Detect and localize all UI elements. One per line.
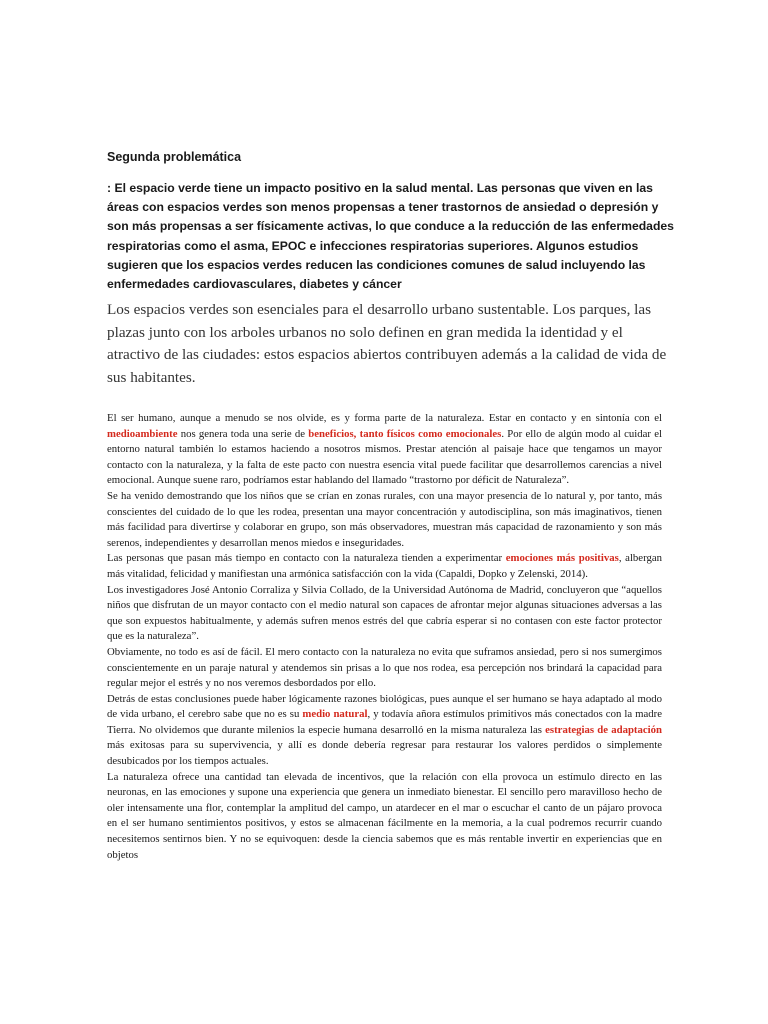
paragraph-text: Detrás de estas conclusiones puede haber lógicamente razones biológicas, pues aunque el ser humano se haya adaptado al modo de vida urbano, el cerebro sabe que no es su <box>107 692 662 721</box>
section-heading: Segunda problemática <box>107 150 242 164</box>
paragraph-nature <box>107 411 662 489</box>
paragraph-text: nos genera toda una serie de <box>177 427 309 440</box>
paragraph-incentives: La naturaleza ofrece una cantidad tan elevada de incentivos, que la relación con ella provoca un estímulo directo en las neuronas, en las emociones y supone una experiencia que genera un inmediato bienestar. El sencillo pero maravilloso hecho de oler intensamente una flor, contemplar la amplitud del campo, un atardecer en el mar o escuchar el canto de un pájaro provoca en el ser humano sentimientos positivos, y estos se almacenan fácilmente en la memoria, a la cual podremos recurrir cuando necesitemos sentirnos bien. Y no se equivoquen: desde la ciencia sabemos que es más rentable invertir en experiencias que en objetos <box>107 770 662 861</box>
highlight-medioambiente: medioambiente <box>107 427 178 440</box>
article-body <box>107 411 662 863</box>
paragraph-text: El ser humano, aunque a menudo se nos olvide, es y forma parte de la naturaleza. Estar en contacto y en sintonía con el <box>107 412 662 424</box>
paragraph-children: Se ha venido demostrando que los niños que se crían en zonas rurales, con una mayor presencia de lo natural y, por tanto, más conscientes del cuidado de lo que les rodea, presentan una mayor concentración y autodisciplina, son más imaginativos, tienen más facilidad para divertirse y colaborar en grupo, son más observadores, muestran más capacidad de razonamiento y son más serenos, independientes y desarrollan menos miedos e inseguridades. <box>107 489 662 549</box>
paragraph-text: Las personas que pasan más tiempo en contacto con la naturaleza tienden a experimentar <box>107 552 506 565</box>
paragraph-obviously: Obviamente, no todo es así de fácil. El mero contacto con la naturaleza no evita que suframos ansiedad, pero si nos sumergimos conscientemente en un paraje natural y atendemos sin prisas a lo que nos rodea, esa percepción nos brindará la capacidad para regular mejor el estrés y no nos veremos desbordados por ello. <box>107 645 662 690</box>
bold-summary-paragraph: : El espacio verde tiene un impacto positivo en la salud mental. Las personas que viven en las áreas con espacios verdes son menos propensas a tener trastornos de ansiedad o depresión y son más propensas a ser físicamente activas, lo que conduce a la reducción de las enfermedades respiratorias como el asma, EPOC e infecciones respiratorias superiores. Algunos estudios sugieren que los espacios verdes reducen las condiciones comunes de salud incluyendo las enfermedades cardiovasculares, diabetes y cáncer <box>107 181 674 292</box>
paragraph-text: , albergan más vitalidad, felicidad y manifiestan una armónica satisfacción con la vida (Capaldi, Dopko y Zelenski, 2014). <box>107 552 662 580</box>
paragraph-text: , y todavía añora estímulos primitivos más conectados con la madre Tierra. No olvidemos que durante milenios la especie humana desarrolló en la misma naturaleza las <box>107 708 662 736</box>
paragraph-text: más exitosas para su supervivencia, y allí es donde debería regresar para restaurar los valores perdidos o simplemente desubicados por los tiempos actuales. <box>107 739 662 768</box>
highlight-estrategias: estrategias de adaptación <box>545 723 662 736</box>
highlight-beneficios: beneficios, tanto físicos como emocionales <box>308 427 502 440</box>
highlight-emociones: emociones más positivas <box>505 552 619 565</box>
paragraph-biological <box>107 692 662 770</box>
intro-paragraph: Los espacios verdes son esenciales para el desarrollo urbano sustentable. Los parques, las plazas junto con los arboles urbanos no solo definen en gran medida la identidad y el atractivo de las ciudades: estos espacios abiertos contribuyen además a la calidad de vida de sus habitantes. <box>107 301 667 386</box>
highlight-medio-natural: medio natural <box>302 708 368 721</box>
paragraph-emotions <box>107 551 662 582</box>
paragraph-text: . Por ello de algún modo al cuidar el entorno natural también lo estamos haciendo a nosotros mismos. Prestar atención al paisaje hace que tengamos un mayor contacto con la naturaleza, y la falta de este pacto con nuestra esencia vital puede facilitar que desarrollemos carencias a nivel emocional. Aunque suene raro, podríamos estar hablando del llamado “trastorno por déficit de Naturaleza”. <box>107 427 663 487</box>
paragraph-researchers: Los investigadores José Antonio Corraliza y Silvia Collado, de la Universidad Autónoma de Madrid, concluyeron que “aquellos niños que disfrutan de un mayor contacto con el medio natural son capaces de afrontar mejor algunas situaciones adversas a las que son expuestos habitualmente, y además sufren menos estrés del que cabría esperar si no contasen con este factor protector que es la naturaleza”. <box>107 583 662 643</box>
